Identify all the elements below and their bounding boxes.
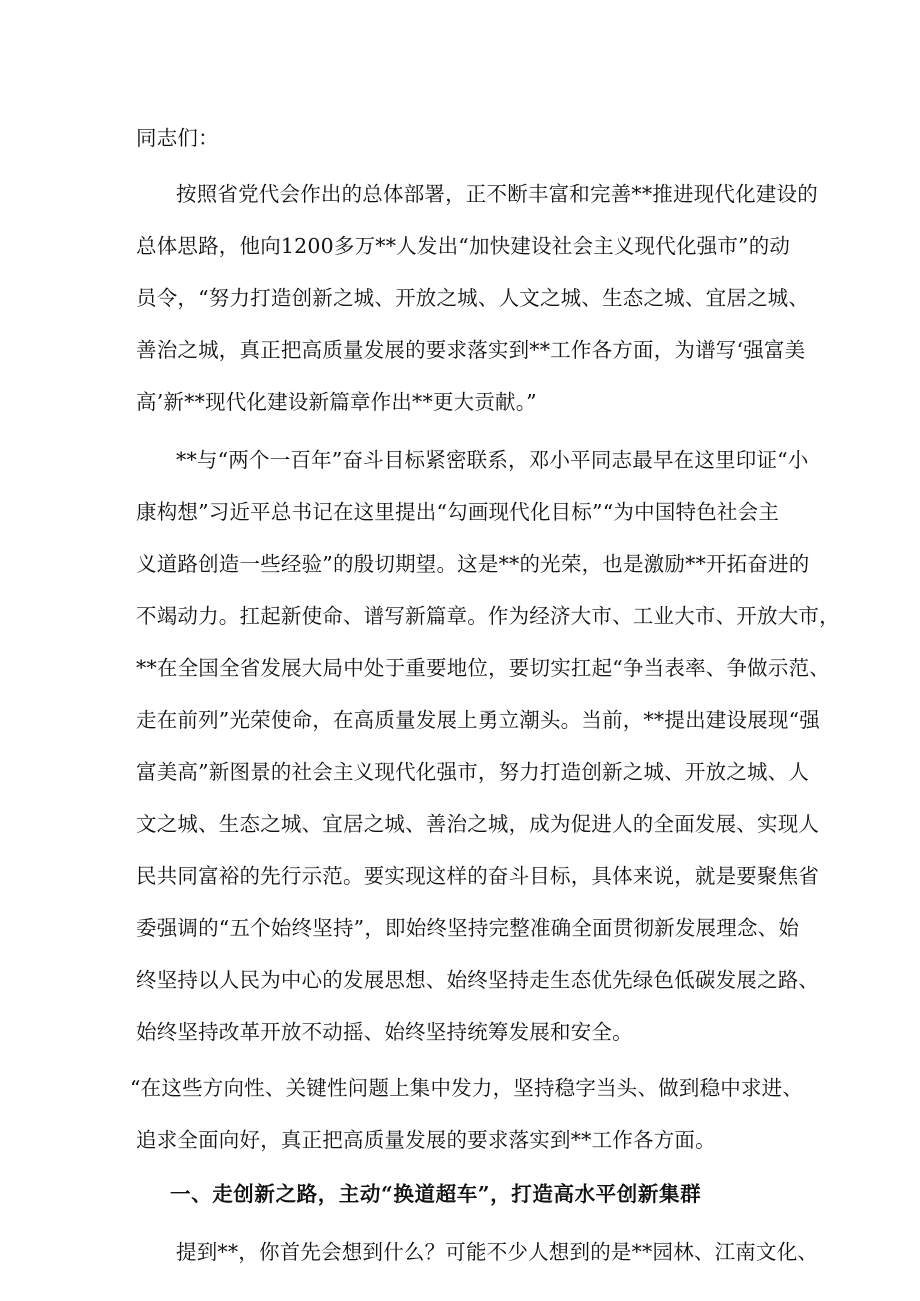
paragraph-line: 员令，“努力打造创新之城、开放之城、人文之城、生态之城、宜居之城、 <box>136 286 810 310</box>
salutation: 同志们： <box>136 126 219 150</box>
paragraph-line: 总体思路，他向1200多万**人发出“加快建设社会主义现代化强市”的动 <box>136 234 791 258</box>
paragraph-line: 善治之城，真正把高质量发展的要求落实到**工作各方面，为谱写‘强富美 <box>136 338 806 362</box>
paragraph-line: 终坚持以人民为中心的发展思想、始终坚持走生态优先绿色低碳发展之路、 <box>136 968 820 992</box>
paragraph-line: 提到**，你首先会想到什么？可能不少人想到的是**园林、江南文化、 <box>176 1240 819 1264</box>
paragraph-line: “在这些方向性、关键性问题上集中发力，坚持稳字当头、做到稳中求进、 <box>130 1076 804 1100</box>
paragraph-line: 义道路创造一些经验”的殷切期望。这是**的光荣，也是激励**开拓奋进的 <box>136 552 810 576</box>
paragraph-line: 高’新**现代化建设新篇章作出**更大贡献。” <box>136 390 537 414</box>
paragraph-line: 走在前列”光荣使命，在高质量发展上勇立潮头。当前，**提出建设展现“强 <box>136 708 820 732</box>
paragraph-line: **与“两个一百年”奋斗目标紧密联系，邓小平同志最早在这里印证“小 <box>176 448 809 472</box>
paragraph-line: 民共同富裕的先行示范。要实现这样的奋斗目标，具体来说，就是要聚焦省 <box>136 864 820 888</box>
section-heading: 一、走创新之路，主动“换道超车”，打造高水平创新集群 <box>170 1182 702 1206</box>
paragraph-line: 不竭动力。扛起新使命、谱写新篇章。作为经济大市、工业大市、开放大市， <box>136 604 840 628</box>
paragraph-line: 按照省党代会作出的总体部署，正不断丰富和完善**推进现代化建设的 <box>176 182 818 206</box>
paragraph-line: 委强调的“五个始终坚持”，即始终坚持完整准确全面贯彻新发展理念、始 <box>136 916 800 940</box>
paragraph-line: 富美高”新图景的社会主义现代化强市，努力打造创新之城、开放之城、人 <box>136 760 810 784</box>
paragraph-line: 始终坚持改革开放不动摇、始终坚持统筹发展和安全。 <box>136 1020 633 1044</box>
paragraph-line: 文之城、生态之城、宜居之城、善治之城，成为促进人的全面发展、实现人 <box>136 812 820 836</box>
paragraph-line: 追求全面向好，真正把高质量发展的要求落实到**工作各方面。 <box>136 1128 716 1152</box>
paragraph-line: **在全国全省发展大局中处于重要地位，要切实扛起“争当表率、争做示范、 <box>136 656 830 680</box>
paragraph-line: 康构想”习近平总书记在这里提出“勾画现代化目标”“为中国特色社会主 <box>136 500 780 524</box>
